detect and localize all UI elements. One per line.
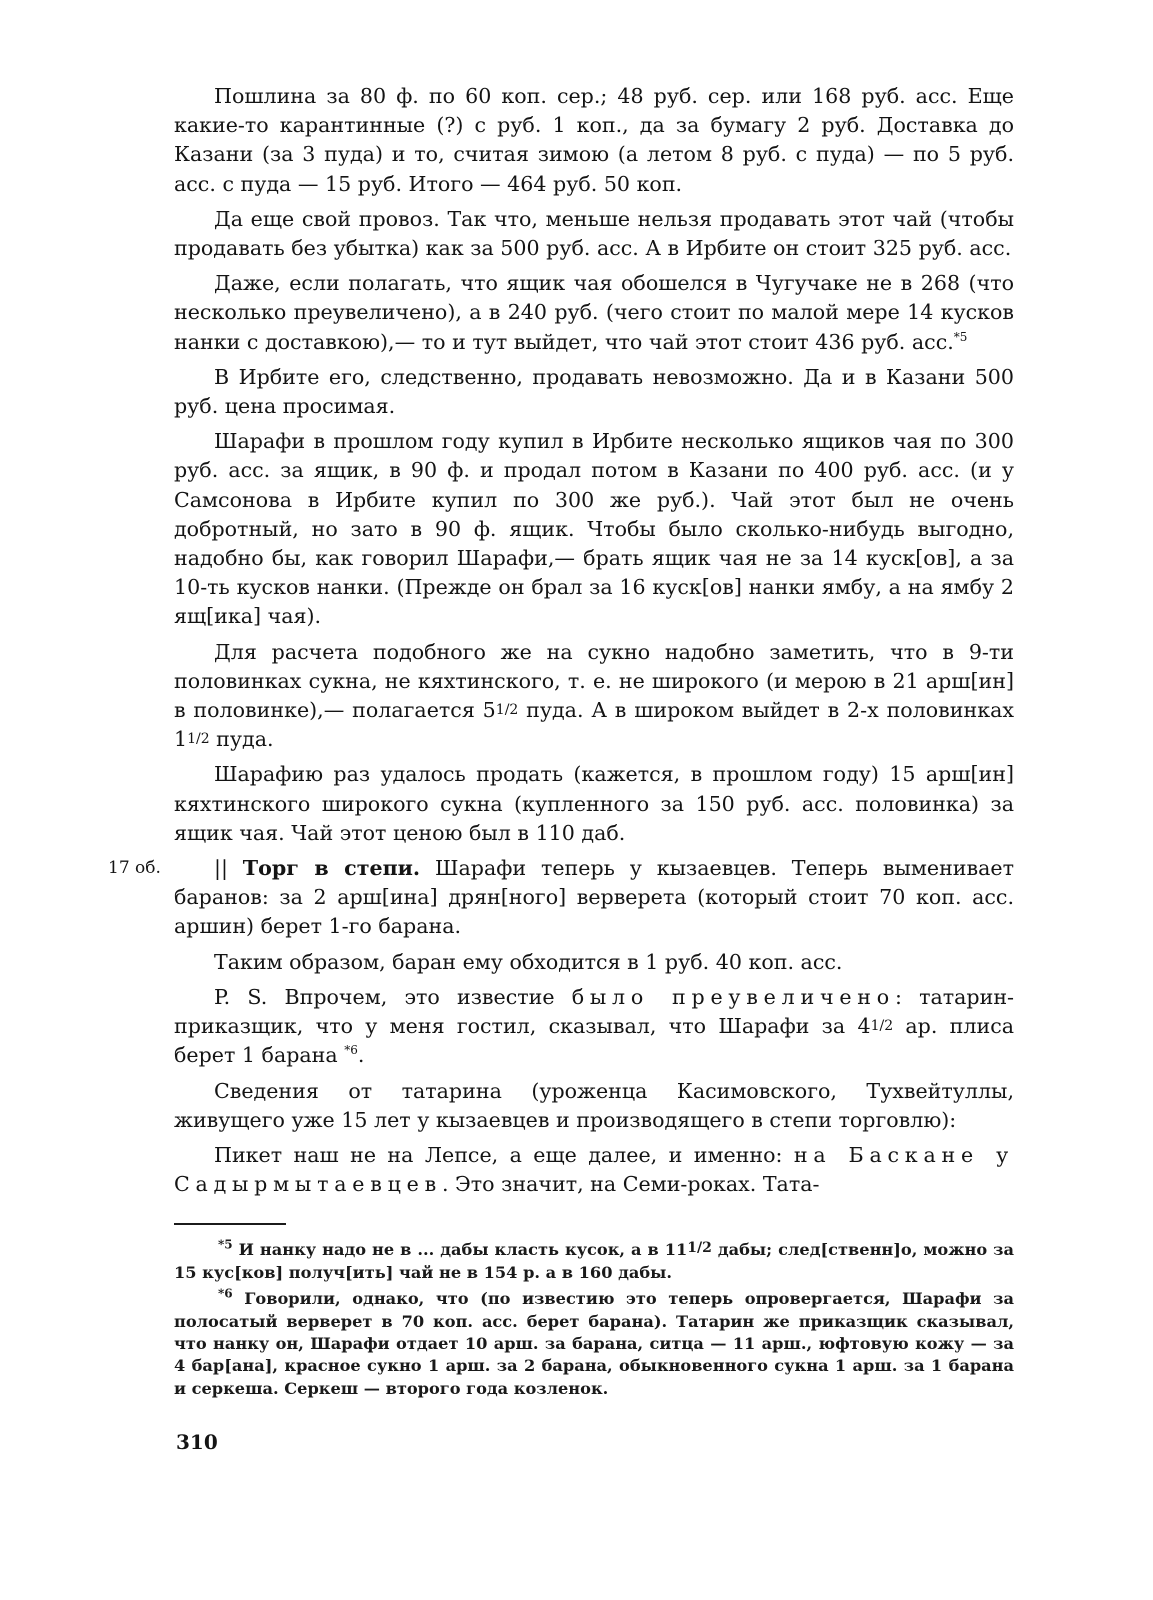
- paragraph-9-text: Таким образом, баран ему обходится в 1 руб. 40 коп. асс.: [214, 949, 843, 974]
- paragraph-6-text-before: Для расчета подобного же на сукно надобно заметить, что в 9-ти половинках сукна, не кяхтинского, т. е. не широкого (и мерою в 21 арш[ин] в половинке),— полагается 5: [174, 639, 1014, 723]
- page-number: 310: [176, 1430, 218, 1454]
- footnote-6: [174, 1288, 1014, 1400]
- page-body: [108, 82, 1015, 1404]
- footnote-5-text-after: дабы; след[ственн]о, можно за 15 кус[ков] получ[ить] чай не в 154 р. а в 160 дабы.: [174, 1240, 1014, 1282]
- paragraph-10-text-before: P. S. Впрочем, это известие: [214, 984, 572, 1009]
- paragraph-11: [174, 1077, 1014, 1135]
- paragraph-6-text-middle: пуда. А в широком выйдет в 2-х половинках 1: [174, 698, 1014, 752]
- paragraph-6: [174, 638, 1014, 755]
- paragraph-10: [174, 983, 1014, 1071]
- paragraph-2-text: Да еще свой провоз. Так что, меньше нельзя продавать этот чай (чтобы продавать без убытка) как за 500 руб. асс. А в Ирбите он стоит 325 руб. асс.: [174, 206, 1014, 261]
- spaced-emphasis: на Баскане у Садырмытаевцев: [174, 1142, 1015, 1197]
- paragraph-3-text: Даже, если полагать, что ящик чая обошелся в Чугучаке не в 268 (что несколько преувеличено), а в 240 руб. (чего стоит по малой мере 14 кусков нанки с доставкою),— то и тут выйдет, что чай этот стоит 436 руб. асс.: [174, 271, 1014, 354]
- paragraph-7-text: Шарафию раз удалось продать (кажется, в прошлом году) 15 арш[ин] кяхтинского широкого сукна (купленного за 150 руб. асс. половинка) за ящик чая. Чай этот ценою был в 110 даб.: [174, 762, 1014, 845]
- footnote-6-text: Говорили, однако, что (по известию это теперь опровергается, Шарафи за полосатый верверет в 70 коп. асс. берет барана). Татарин же приказщик сказывал, что нанку он, Шарафи отдает 10 арш. за барана, ситца — 11 арш., юфтовую кожу — за 4 бар[ана], красное сукно 1 арш. за 2 барана, обыкновенного сукна 1 арш. за 1 барана и серкеша. Серкеш — второго года козленок.: [174, 1289, 1014, 1398]
- paragraph-3: [174, 269, 1014, 357]
- margin-folio-note: 17 об.: [108, 858, 161, 879]
- paragraph-8: [108, 854, 1014, 942]
- footnote-5-text-before: И нанку надо не в ... дабы класть кусок, а в 11: [232, 1240, 688, 1260]
- paragraph-6-text-after: пуда.: [209, 727, 274, 752]
- fraction: 1/2: [687, 1240, 712, 1257]
- paragraph-10-text-tail: ар. плиса берет 1 барана: [174, 1014, 1015, 1068]
- paragraph-12-text-before: Пикет наш не на Лепсе, а еще далее, и именно:: [214, 1142, 794, 1167]
- section-heading: Торг в степи.: [242, 856, 421, 881]
- paragraph-11-text: Сведения от татарина (уроженца Касимовского, Тухвейтуллы, живущего уже 15 лет у кызаевцев и производящего в степи торговлю):: [174, 1078, 1014, 1132]
- footnote-ref-5[interactable]: *5: [953, 329, 968, 344]
- paragraph-5-text: Шарафи в прошлом году купил в Ирбите несколько ящиков чая по 300 руб. асс. за ящик, в 90 ф. и продал потом в Казани по 400 руб. асс. (и у Самсонова в Ирбите купил по 300 же руб.). Чай этот был не очень добротный, но зато в 90 ф. ящик. Чтобы было сколько-нибудь выгодно, надобно бы, как говорил Шарафи,— брать ящик чая не за 14 куск[ов], а за 10-ть кусков нанки. (Прежде он брал за 16 куск[ов] нанки ямбу, а на ямбу 2 ящ[ика] чая).: [174, 429, 1014, 629]
- footnote-5: [174, 1237, 1014, 1284]
- paragraph-10-text-after: : татарин-приказщик, что у меня гостил, сказывал, что Шарафи за 4: [174, 984, 1014, 1039]
- footnote-mark: *5: [218, 1237, 233, 1252]
- paragraph-9: [174, 948, 1014, 977]
- paragraph-1: [174, 82, 1014, 199]
- footnote-mark: *6: [218, 1286, 233, 1301]
- paragraph-12: [174, 1141, 1014, 1199]
- fraction: 1/2: [495, 702, 519, 719]
- footnote-ref-6[interactable]: *6: [344, 1043, 358, 1058]
- footnote-divider: [174, 1223, 286, 1225]
- paragraph-5: [174, 427, 1014, 631]
- paragraph-8-text: Шарафи теперь у кызаевцев. Теперь выменивает баранов: за 2 арш[ина] дрян[ного] верверета (который стоит 70 коп. асс. аршин) берет 1-го барана.: [174, 856, 1014, 939]
- fraction: 1/2: [870, 1018, 894, 1035]
- paragraph-1-text: Пошлина за 80 ф. по 60 коп. сер.; 48 руб. сер. или 168 руб. асс. Еще какие-то карантинные (?) с руб. 1 коп., да за бумагу 2 руб. Доставка до Казани (за 3 пуда) и то, считая зимою (а летом 8 руб. с пуда) — по 5 руб. асс. с пуда — 15 руб. Итого — 464 руб. 50 коп.: [174, 84, 1014, 196]
- paragraph-2: [174, 205, 1014, 263]
- paragraph-7: [174, 760, 1014, 848]
- paragraph-12-text-after: . Это значит, на Семи-роках. Тата-: [441, 1172, 820, 1197]
- fraction: 1/2: [187, 731, 210, 748]
- paragraph-4-text: В Ирбите его, следственно, продавать невозможно. Да и в Казани 500 руб. цена просимая.: [174, 364, 1014, 419]
- folio-marker: ||: [214, 856, 243, 881]
- paragraph-10-text-end: .: [357, 1043, 365, 1068]
- spaced-emphasis: было преувеличено: [571, 984, 895, 1009]
- paragraph-4: [174, 363, 1014, 421]
